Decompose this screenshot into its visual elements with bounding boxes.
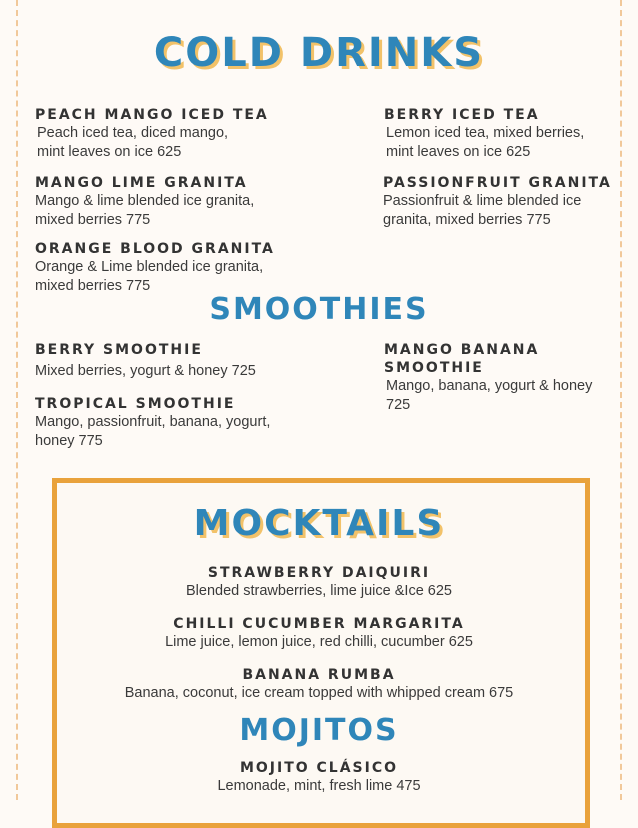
item-name: MANGO BANANA [384,342,540,358]
menu-item-berry-smoothie [35,341,256,381]
item-desc: Lemon iced tea, mixed berries, [386,125,585,141]
item-name: SMOOTHIE [384,360,484,376]
item-desc: Blended strawberries, lime juice &Ice 625 [186,583,452,599]
item-desc: Orange & Lime blended ice granita, [35,259,264,275]
menu-item-passionfruit-granita [383,174,612,230]
item-desc: Mango, banana, yogurt & honey [386,378,593,394]
item-desc: Banana, coconut, ice cream topped with whipped cream 675 [124,685,514,701]
menu-item-chilli-cucumber-margarita [0,615,638,652]
item-desc: Mixed berries, yogurt & honey 725 [35,363,256,379]
item-desc: granita, mixed berries 775 [383,212,551,228]
item-name: BERRY SMOOTHIE [35,342,203,358]
item-name: STRAWBERRY DAIQUIRI [207,565,431,581]
menu-item-orange-blood-granita [35,240,275,296]
item-desc: Mango & lime blended ice granita, [35,193,255,209]
item-name: ORANGE BLOOD GRANITA [35,241,275,257]
item-desc: Lemonade, mint, fresh lime 475 [217,778,421,794]
item-desc: mint leaves on ice 625 [386,144,531,160]
item-name: PASSIONFRUIT GRANITA [383,175,612,191]
menu-item-mango-banana-smoothie [384,341,592,415]
item-desc: mint leaves on ice 625 [37,144,182,160]
item-desc: Mango, passionfruit, banana, yogurt, [35,414,271,430]
cold-drinks-title: COLD DRINKS [153,30,485,76]
item-name: BANANA RUMBA [242,667,396,683]
menu-item-strawberry-daiquiri [0,564,638,601]
smoothies-title: SMOOTHIES [209,292,429,327]
item-name: MOJITO CLÁSICO [239,760,399,776]
item-desc: Peach iced tea, diced mango, [37,125,229,141]
mocktails-title: MOCKTAILS [193,503,445,544]
item-desc: honey 775 [35,433,103,449]
item-desc: mixed berries 775 [35,212,151,228]
item-desc: mixed berries 775 [35,278,151,294]
menu-item-banana-rumba [0,666,638,703]
item-name: CHILLI CUCUMBER MARGARITA [173,616,465,632]
item-desc: 725 [386,397,411,413]
item-name: MANGO LIME GRANITA [35,175,248,191]
item-desc: Lime juice, lemon juice, red chilli, cucumber 625 [165,634,473,650]
menu-item-tropical-smoothie [35,395,270,451]
item-name: PEACH MANGO ICED TEA [35,107,269,123]
item-name: BERRY ICED TEA [384,107,540,123]
mojitos-title: MOJITOS [239,713,399,748]
item-desc: Passionfruit & lime blended ice [383,193,582,209]
menu-item-mojito-clasico [0,759,638,796]
menu-item-mango-lime-granita [35,174,254,230]
item-name: TROPICAL SMOOTHIE [35,396,236,412]
menu-item-peach-mango-iced-tea [35,106,269,162]
menu-item-berry-iced-tea [384,106,584,162]
